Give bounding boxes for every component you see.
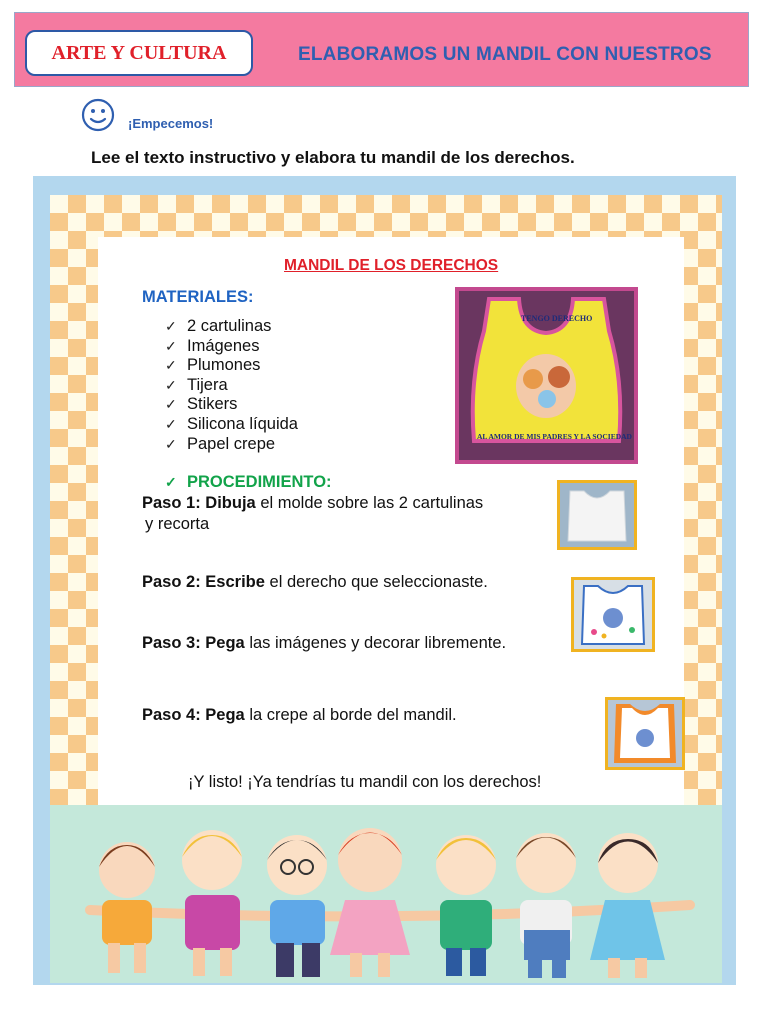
apron-photo (455, 287, 638, 464)
step-4-photo (605, 697, 685, 770)
list-item: ✓ Papel crepe (165, 434, 276, 453)
finished-apron-image (608, 700, 682, 767)
apron-text-top: TENGO DERECHO (521, 314, 593, 323)
checkmark-icon: ✓ (165, 357, 177, 374)
step-2: Paso 2: Escribe el derecho que seleccionaste. (142, 573, 488, 591)
list-item: ✓ Stikers (165, 395, 238, 414)
instruction-text: Lee el texto instructivo y elabora tu mandil de los derechos. (91, 148, 575, 167)
cardboard-mold-image (560, 483, 634, 547)
document-title: MANDIL DE LOS DERECHOS (284, 257, 499, 274)
page-title: ELABORAMOS UN MANDIL CON NUESTROS (298, 44, 712, 65)
step-1-photo (557, 480, 637, 550)
subject-label: ARTE Y CULTURA (25, 30, 253, 76)
checkmark-icon: ✓ (165, 376, 177, 393)
list-item: ✓ Tijera (165, 375, 228, 394)
closing-text: ¡Y listo! ¡Ya tendrías tu mandil con los derechos! (188, 773, 542, 791)
list-item: ✓ Plumones (165, 356, 261, 375)
start-label: ¡Empecemos! (128, 116, 214, 131)
materials-list (165, 317, 298, 454)
procedure-heading: ✓ PROCEDIMIENTO: (165, 473, 332, 491)
list-item: ✓ Imágenes (165, 336, 260, 355)
checkmark-icon: ✓ (165, 337, 177, 354)
children-illustration (50, 805, 722, 983)
checkmark-icon: ✓ (165, 415, 177, 432)
checkmark-icon: ✓ (165, 474, 177, 490)
written-apron-image (574, 580, 652, 649)
step-1: Paso 1: Dibuja el molde sobre las 2 cartulinas y recorta (142, 494, 484, 533)
smiley-icon (81, 98, 115, 132)
step-2-photo (571, 577, 655, 652)
checkmark-icon: ✓ (165, 435, 177, 452)
apron-image (459, 291, 634, 460)
apron-text-arc: AL AMOR DE MIS PADRES Y LA SOCIEDAD (477, 432, 632, 441)
checkmark-icon: ✓ (165, 396, 177, 413)
materials-heading: MATERIALES: (142, 288, 254, 306)
children-icon (50, 805, 722, 983)
list-item: ✓ 2 cartulinas (165, 317, 272, 335)
step-4: Paso 4: Pega la crepe al borde del mandil. (142, 706, 457, 724)
list-item: ✓ Silicona líquida (165, 414, 298, 433)
checkmark-icon: ✓ (165, 318, 177, 334)
step-3: Paso 3: Pega las imágenes y decorar libremente. (142, 634, 507, 652)
